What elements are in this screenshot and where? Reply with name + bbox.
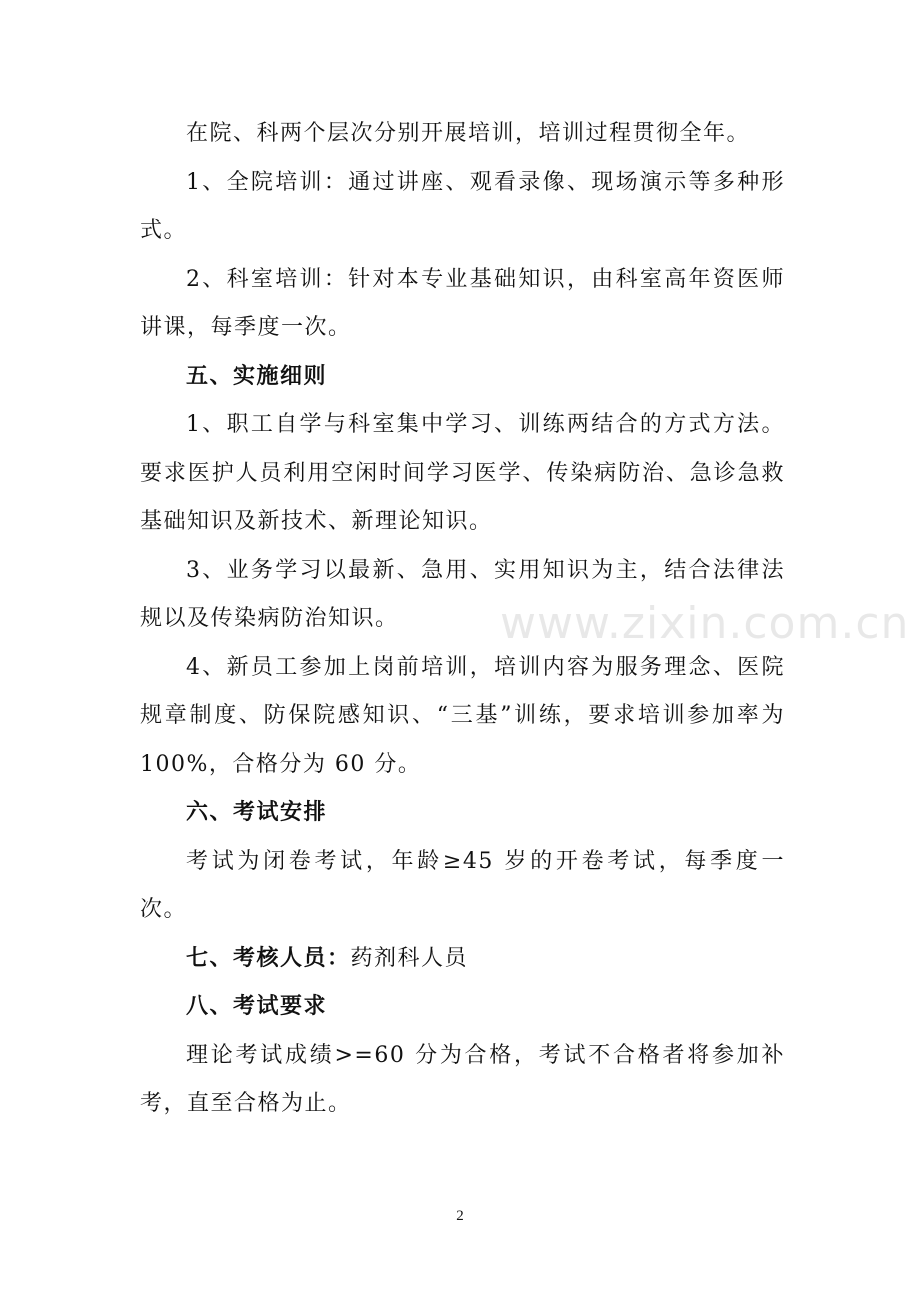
page-number: 2	[456, 1208, 464, 1224]
assessors-value: 药剂科人员	[350, 945, 469, 971]
paragraph-self-study: 1、职工自学与科室集中学习、训练两结合的方式方法。要求医护人员利用空闲时间学习医学、传染病防治、急诊急救基础知识及新技术、新理论知识。	[140, 412, 785, 534]
paragraph-passing-score: 理论考试成绩>=60 分为合格，考试不合格者将参加补考，直至合格为止。	[140, 1042, 785, 1116]
section-heading-exam-requirements: 八、考试要求	[186, 994, 328, 1019]
paragraph-business-study: 3、业务学习以最新、急用、实用知识为主，结合法律法规以及传染病防治知识。	[140, 557, 785, 631]
paragraph-department-training: 2、科室培训：针对本专业基础知识，由科室高年资医师讲课，每季度一次。	[140, 266, 785, 340]
paragraph-hospital-training: 1、全院培训：通过讲座、观看录像、现场演示等多种形式。	[140, 169, 785, 243]
assessors-label: 七、考核人员：	[186, 945, 351, 971]
section-heading-implementation: 五、实施细则	[186, 363, 328, 389]
paragraph-exam-format: 考试为闭卷考试，年龄≥45 岁的开卷考试，每季度一次。	[140, 848, 785, 922]
section-heading-assessors	[140, 935, 785, 984]
watermark: www.zixin.com.cn	[500, 598, 910, 649]
document-body	[140, 110, 785, 1129]
paragraph-new-employee-training: 4、新员工参加上岗前培训，培训内容为服务理念、医院规章制度、防保院感知识、“三基”训练，要求培训参加率为100%，合格分为 60 分。	[140, 654, 785, 777]
paragraph-training-levels: 在院、科两个层次分别开展培训，培训过程贯彻全年。	[186, 121, 751, 146]
section-heading-exam-arrangement: 六、考试安排	[186, 800, 328, 825]
